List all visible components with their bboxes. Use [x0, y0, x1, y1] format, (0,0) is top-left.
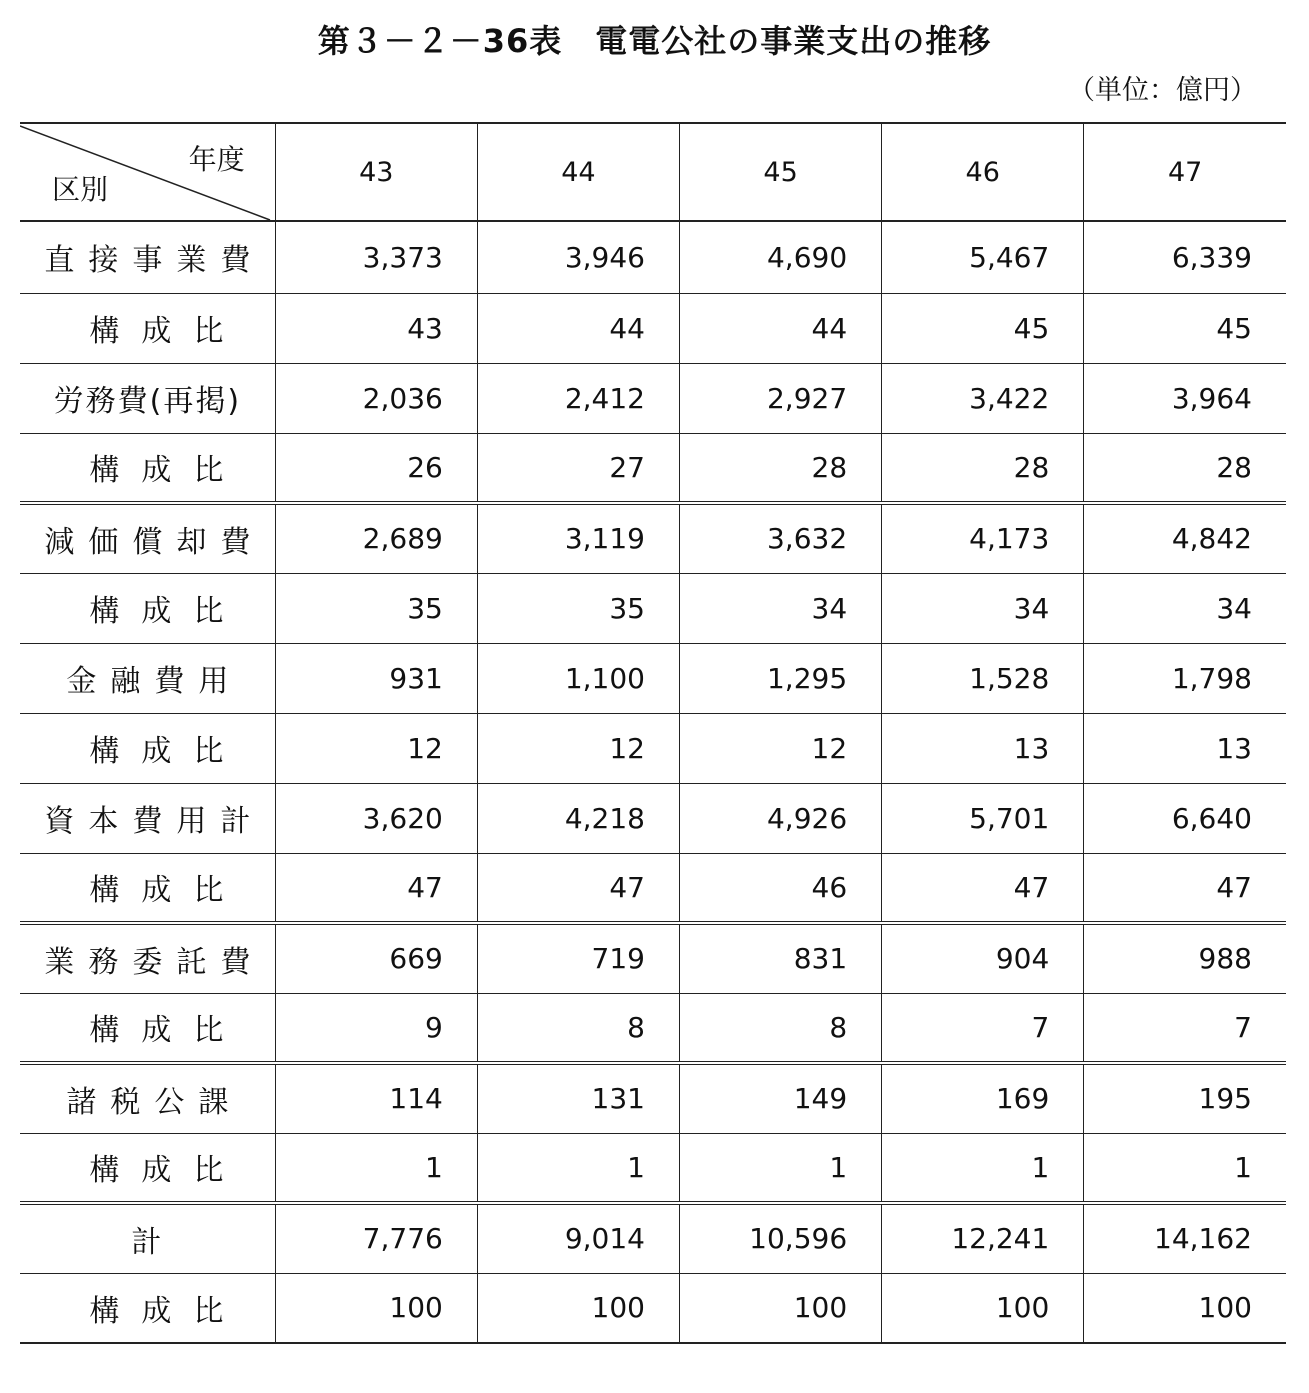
value-cell: 3,632: [680, 503, 882, 573]
value-cell: 1: [477, 1133, 679, 1203]
row-label: 労務費(再掲): [20, 363, 275, 433]
unit-label: （単位：億円）: [1068, 75, 1257, 106]
table-row: [20, 853, 1286, 923]
value-cell: 44: [680, 293, 882, 363]
value-cell: 1,798: [1084, 643, 1286, 713]
value-cell: 28: [680, 433, 882, 503]
value-cell: 26: [275, 433, 477, 503]
value-cell: 1: [680, 1133, 882, 1203]
year-header: 43: [275, 123, 477, 221]
value-cell: 47: [275, 853, 477, 923]
value-cell: 100: [680, 1273, 882, 1343]
value-cell: 131: [477, 1063, 679, 1133]
table-body: [20, 221, 1286, 1343]
value-cell: 35: [477, 573, 679, 643]
value-cell: 904: [882, 923, 1084, 993]
value-cell: 47: [882, 853, 1084, 923]
row-label: 構成比: [20, 433, 275, 503]
value-cell: 10,596: [680, 1203, 882, 1273]
row-label: 減価償却費: [20, 503, 275, 573]
corner-year-label: 年度: [188, 143, 245, 176]
value-cell: 34: [1084, 573, 1286, 643]
row-label: 業務委託費: [20, 923, 275, 993]
year-header: 44: [477, 123, 679, 221]
value-cell: 149: [680, 1063, 882, 1133]
row-label: 構成比: [20, 993, 275, 1063]
value-cell: 4,690: [680, 221, 882, 293]
row-label: 直接事業費: [44, 243, 265, 279]
value-cell: 1,528: [882, 643, 1084, 713]
corner-category-label: 区別: [52, 173, 109, 206]
row-label: 金融費用: [20, 643, 275, 713]
value-cell: 4,842: [1084, 503, 1286, 573]
value-cell: 12,241: [882, 1203, 1084, 1273]
value-cell: 100: [477, 1273, 679, 1343]
value-cell: 719: [477, 923, 679, 993]
value-cell: 100: [275, 1273, 477, 1343]
table-row: [20, 923, 1286, 993]
value-cell: 7: [1084, 993, 1286, 1063]
row-label: 計: [20, 1203, 275, 1273]
value-cell: 9: [275, 993, 477, 1063]
table-row: [20, 293, 1286, 363]
table-row: [20, 221, 1286, 293]
value-cell: 2,689: [275, 503, 477, 573]
value-cell: 27: [477, 433, 679, 503]
table-title: 第３－２－36表 電電公社の事業支出の推移: [317, 22, 992, 60]
row-label: 構成比: [20, 1273, 275, 1343]
row-label: 構成比: [20, 1133, 275, 1203]
value-cell: 5,467: [882, 221, 1084, 293]
value-cell: 28: [1084, 433, 1286, 503]
row-label: 諸税公課: [20, 1063, 275, 1133]
value-cell: 46: [680, 853, 882, 923]
value-cell: 831: [680, 923, 882, 993]
table-row: [20, 1133, 1286, 1203]
corner-cell: [20, 123, 275, 221]
value-cell: 45: [882, 293, 1084, 363]
value-cell: 4,218: [477, 783, 679, 853]
table-row: [20, 993, 1286, 1063]
value-cell: 669: [275, 923, 477, 993]
value-cell: 1,100: [477, 643, 679, 713]
value-cell: 34: [882, 573, 1084, 643]
year-header: 46: [882, 123, 1084, 221]
table-row: [20, 503, 1286, 573]
row-label: 構成比: [20, 573, 275, 643]
row-label: 構成比: [20, 713, 275, 783]
value-cell: 12: [275, 713, 477, 783]
year-header: 45: [680, 123, 882, 221]
value-cell: 5,701: [882, 783, 1084, 853]
table-row: [20, 713, 1286, 783]
value-cell: 4,173: [882, 503, 1084, 573]
value-cell: 3,946: [477, 221, 679, 293]
value-cell: 2,036: [275, 363, 477, 433]
value-cell: 9,014: [477, 1203, 679, 1273]
value-cell: 12: [477, 713, 679, 783]
value-cell: 195: [1084, 1063, 1286, 1133]
value-cell: 6,640: [1084, 783, 1286, 853]
value-cell: 1,295: [680, 643, 882, 713]
table-row: [20, 1063, 1286, 1133]
value-cell: 3,373: [275, 221, 477, 293]
value-cell: 45: [1084, 293, 1286, 363]
value-cell: 7: [882, 993, 1084, 1063]
value-cell: 12: [680, 713, 882, 783]
value-cell: 47: [1084, 853, 1286, 923]
table-row: [20, 1273, 1286, 1343]
value-cell: 6,339: [1084, 221, 1286, 293]
value-cell: 114: [275, 1063, 477, 1133]
value-cell: 931: [275, 643, 477, 713]
value-cell: 100: [882, 1273, 1084, 1343]
value-cell: 34: [680, 573, 882, 643]
value-cell: 3,422: [882, 363, 1084, 433]
header-row: [20, 123, 1286, 221]
value-cell: 13: [1084, 713, 1286, 783]
value-cell: 35: [275, 573, 477, 643]
row-label: 構成比: [20, 293, 275, 363]
value-cell: 1: [882, 1133, 1084, 1203]
value-cell: 1: [275, 1133, 477, 1203]
table-row: [20, 783, 1286, 853]
value-cell: 169: [882, 1063, 1084, 1133]
expenditure-table: [20, 122, 1286, 1344]
value-cell: 13: [882, 713, 1084, 783]
table-row: [20, 573, 1286, 643]
value-cell: 28: [882, 433, 1084, 503]
value-cell: 3,620: [275, 783, 477, 853]
value-cell: 8: [680, 993, 882, 1063]
value-cell: 2,412: [477, 363, 679, 433]
row-label: 構成比: [20, 853, 275, 923]
value-cell: 1: [1084, 1133, 1286, 1203]
value-cell: 2,927: [680, 363, 882, 433]
table-row: [20, 1203, 1286, 1273]
value-cell: 14,162: [1084, 1203, 1286, 1273]
table-row: [20, 643, 1286, 713]
value-cell: 47: [477, 853, 679, 923]
value-cell: 8: [477, 993, 679, 1063]
value-cell: 7,776: [275, 1203, 477, 1273]
value-cell: 43: [275, 293, 477, 363]
row-label: 資本費用計: [20, 783, 275, 853]
value-cell: 988: [1084, 923, 1286, 993]
value-cell: 4,926: [680, 783, 882, 853]
value-cell: 100: [1084, 1273, 1286, 1343]
table-row: [20, 363, 1286, 433]
value-cell: 3,119: [477, 503, 679, 573]
value-cell: 44: [477, 293, 679, 363]
table-row: [20, 433, 1286, 503]
value-cell: 3,964: [1084, 363, 1286, 433]
year-header: 47: [1084, 123, 1286, 221]
